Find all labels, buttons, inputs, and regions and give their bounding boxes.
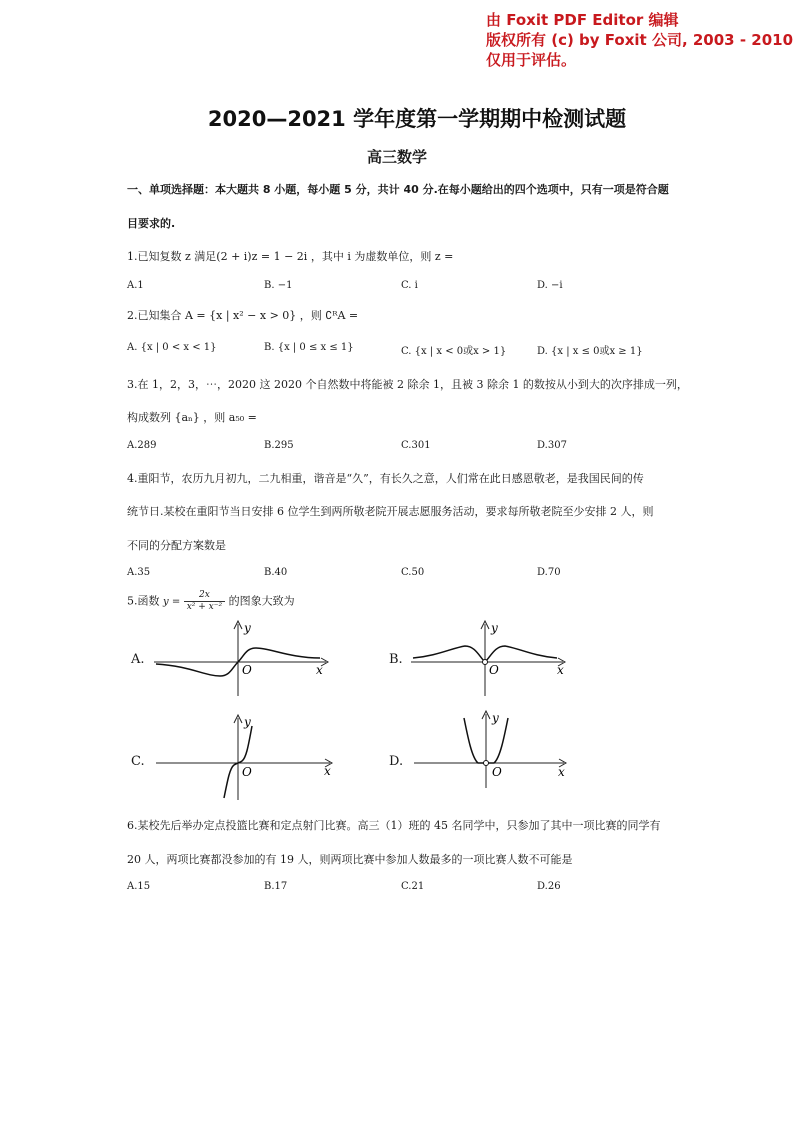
graph-c-label: C. [131,754,145,769]
question-3-line-2: 构成数列 {aₙ} ，则 a₅₀ = [127,411,257,424]
foxit-watermark [486,10,793,70]
graph-b-origin: O [489,663,499,677]
graph-d [410,708,580,790]
q5-prefix: 5.函数 [127,594,160,608]
graph-d-x-label: x [558,765,565,779]
question-3-line-1: 3.在 1，2，3，⋯，2020 这 2020 个自然数中将能被 2 除余 1，且被 3 除余 1 的数按从小到大的次序排成一列， [127,378,688,391]
question-5-stem [127,590,295,613]
question-6-line-1: 6.某校先后举办定点投篮比赛和定点射门比赛。高三（1）班的 45 名同学中，只参加了其中一项比赛的同学有 [127,819,661,832]
watermark-line-3: 仅用于评估。 [486,51,577,69]
option-a: A.15 [127,881,151,892]
question-2-stem: 2.已知集合 A = {x | x² − x > 0} ，则 ∁ᴿA = [127,309,359,322]
option-a: A.35 [127,567,151,578]
graph-d-y-label: y [492,711,499,725]
option-c: C.21 [401,881,425,892]
option-d: D.70 [537,567,561,578]
q5-func-lhs: y = [163,596,181,608]
graph-a-y-label: y [244,621,251,635]
graph-c-y-label: y [244,715,251,729]
watermark-line-1: 由 Foxit PDF Editor 编辑 [486,11,679,29]
graph-b-label: B. [389,652,403,667]
graph-a-label: A. [131,652,145,667]
question-4-line-1: 4.重阳节，农历九月初九，二九相重，谐音是“久”，有长久之意，人们常在此日感恩敬老，是我国民间的传 [127,472,644,485]
watermark-line-2: 版权所有 (c) by Foxit 公司, 2003 - 2010 [486,31,794,49]
option-b: B.295 [264,440,294,451]
graph-b [407,618,577,700]
graph-d-label: D. [389,754,404,769]
question-6-line-2: 20 人，两项比赛都没参加的有 19 人，则两项比赛中参加人数最多的一项比赛人数不可能是 [127,853,573,866]
graph-a-origin: O [242,663,252,677]
option-d: D.307 [537,440,567,451]
option-b: B.40 [264,567,288,578]
option-b: B. −1 [264,280,293,291]
graph-b-y-label: y [491,621,498,635]
option-d: D. −i [537,280,563,291]
exam-title: 2020—2021 学年度第一学期期中检测试题 [207,107,627,131]
question-4-line-3: 不同的分配方案数是 [127,539,226,552]
option-d: D.26 [537,881,561,892]
option-c: C. {x | x < 0或x > 1} [401,346,507,357]
graph-c-x-label: x [324,764,331,778]
graph-c [152,712,342,804]
question-4-line-2: 统节日.某校在重阳节当日安排 6 位学生到两所敬老院开展志愿服务活动，要求每所敬老院至少安排 2 人，则 [127,505,654,518]
exam-subtitle: 高三数学 [366,148,427,166]
q5-numerator: 2x [184,590,225,602]
section-heading-line-1: 一、单项选择题：本大题共 8 小题，每小题 5 分，共计 40 分.在每小题给出的四个选项中，只有一项是符合题 [127,183,669,196]
graph-b-hole [483,660,488,665]
option-d: D. {x | x ≤ 0或x ≥ 1} [537,346,643,357]
section-heading-line-2: 目要求的. [127,217,176,230]
graph-d-origin: O [492,765,502,779]
option-c: C.50 [401,567,425,578]
q5-denominator: x² + x⁻² [186,602,223,612]
graph-a [150,618,340,700]
graph-a-x-label: x [316,663,323,677]
graph-b-x-label: x [557,663,564,677]
option-b: B.17 [264,881,288,892]
option-a: A.1 [127,280,144,291]
q5-fraction [184,590,225,613]
option-c: C. i [401,280,418,291]
option-c: C.301 [401,440,431,451]
question-1-stem: 1.已知复数 z 满足(2 + i)z = 1 − 2i ，其中 i 为虚数单位，则 z = [127,250,454,263]
option-a: A.289 [127,440,157,451]
option-a: A. {x | 0 < x < 1} [127,342,217,353]
graph-c-origin: O [242,765,252,779]
graph-d-hole [484,761,489,766]
option-b: B. {x | 0 ≤ x ≤ 1} [264,342,354,353]
q5-suffix: 的图象大致为 [228,594,295,608]
